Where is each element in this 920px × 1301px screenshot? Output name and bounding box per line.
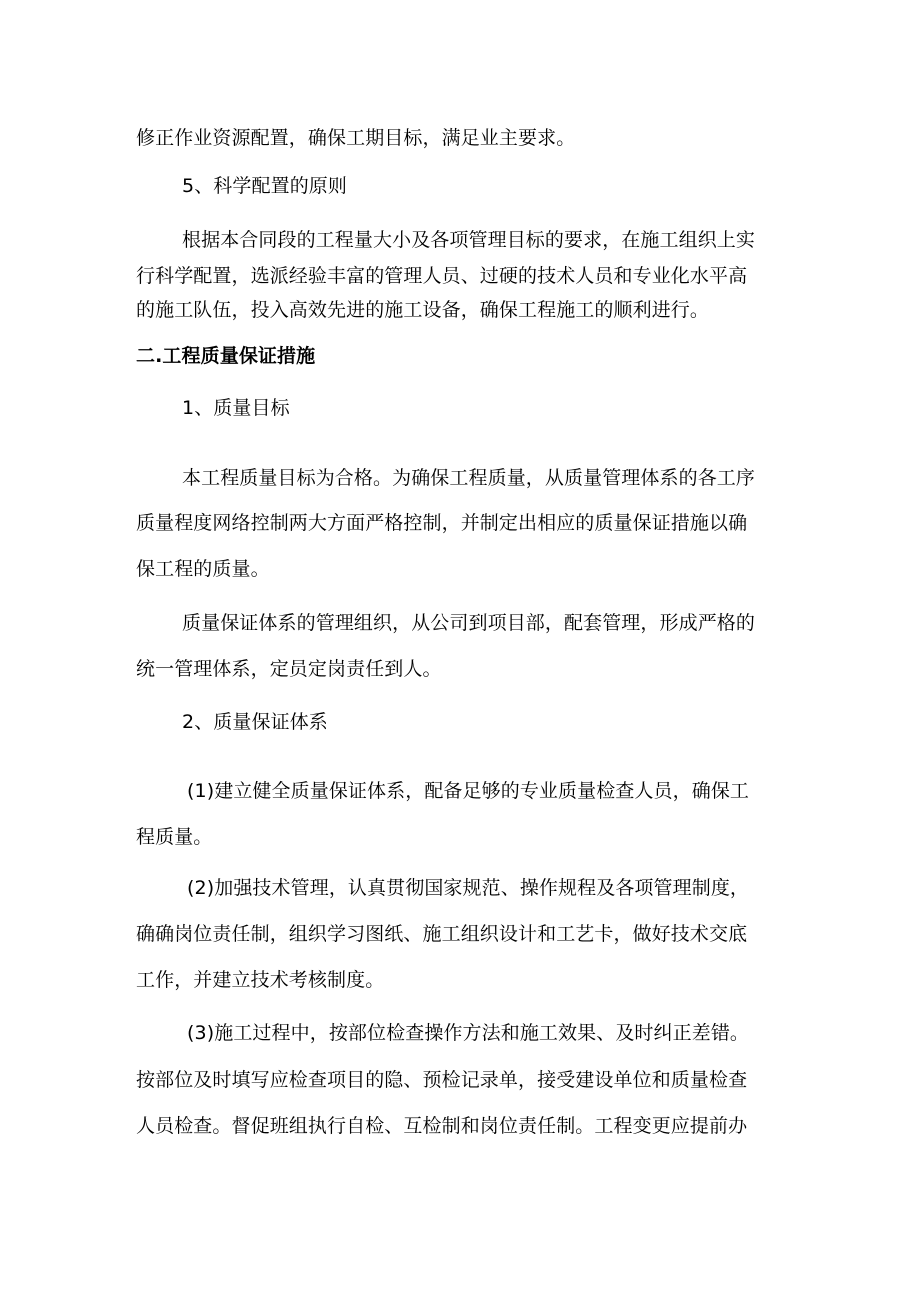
text-line: 人员检查。督促班组执行自检、互检制和岗位责任制。工程变更应提前办 — [136, 1115, 748, 1137]
text-line: 的施工队伍，投入高效先进的施工设备，确保工程施工的顺利进行。 — [136, 299, 710, 321]
section-heading: 1、质量目标 — [182, 397, 290, 419]
text-line: 根据本合同段的工程量大小及各项管理目标的要求，在施工组织上实 — [182, 229, 756, 251]
text-line: 工作，并建立技术考核制度。 — [136, 969, 385, 991]
text-line: (2)加强技术管理，认真贯彻国家规范、操作规程及各项管理制度， — [187, 877, 750, 899]
text-line: 本工程质量目标为合格。为确保工程质量，从质量管理体系的各工序 — [182, 467, 756, 489]
text-line: 程质量。 — [136, 826, 213, 848]
text-line: 质量程度网络控制两大方面严格控制，并制定出相应的质量保证措施以确 — [136, 512, 748, 534]
text-line: (3)施工过程中，按部位检查操作方法和施工效果、及时纠正差错。 — [187, 1022, 750, 1044]
text-line: 行科学配置，选派经验丰富的管理人员、过硬的技术人员和专业化水平高 — [136, 265, 748, 287]
text-line: 保工程的质量。 — [136, 558, 270, 580]
chapter-heading: 二.工程质量保证措施 — [136, 345, 316, 367]
text-line: 统一管理体系，定员定岗责任到人。 — [136, 658, 442, 680]
text-line: 质量保证体系的管理组织，从公司到项目部，配套管理，形成严格的 — [182, 612, 756, 634]
text-line: 按部位及时填写应检查项目的隐、预检记录单，接受建设单位和质量检查 — [136, 1069, 748, 1091]
text-line: 修正作业资源配置，确保工期目标，满足业主要求。 — [136, 127, 576, 149]
section-heading: 2、质量保证体系 — [182, 711, 328, 733]
section-heading: 5、科学配置的原则 — [182, 175, 347, 197]
text-line: 确确岗位责任制，组织学习图纸、施工组织设计和工艺卡，做好技术交底 — [136, 923, 748, 945]
text-line: (1)建立健全质量保证体系，配备足够的专业质量检查人员，确保工 — [187, 780, 750, 802]
